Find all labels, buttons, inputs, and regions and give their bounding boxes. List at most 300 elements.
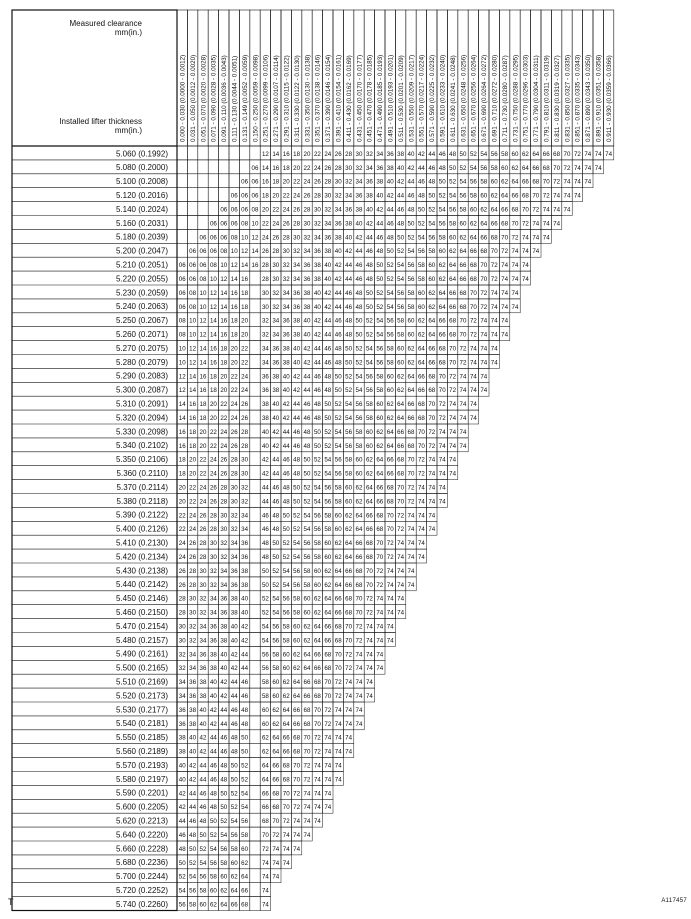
cell-value: 46: [241, 693, 249, 700]
cell-value: 10: [178, 345, 186, 353]
cell-value: 22: [230, 387, 238, 395]
cell-value: 74: [355, 665, 363, 673]
cell-value: 66: [376, 484, 384, 492]
cell-value: 72: [334, 693, 342, 700]
cell-value: 38: [178, 734, 186, 742]
cell-value: 58: [386, 345, 394, 353]
cell-value: 30: [324, 192, 332, 200]
cell-value: 70: [345, 623, 353, 631]
cell-value: 48: [313, 401, 321, 409]
cell-value: 40: [220, 651, 228, 659]
cell-value: 38: [209, 665, 217, 673]
cell-value: 44: [303, 373, 311, 381]
cell-value: 40: [272, 415, 280, 422]
cell-value: 72: [438, 401, 446, 409]
cell-value: 56: [282, 609, 290, 617]
cell-value: 06: [199, 248, 207, 256]
cell-value: 58: [261, 693, 269, 700]
cell-value: 44: [272, 456, 280, 464]
cell-value: 42: [209, 706, 217, 714]
cell-value: 26: [199, 512, 207, 520]
cell-value: 56: [459, 192, 467, 200]
cell-value: 66: [428, 359, 436, 367]
cell-value: 32: [303, 234, 311, 242]
row-label: 5.260 (0.2071): [115, 330, 168, 339]
cell-value: 14: [178, 415, 186, 422]
cell-value: 48: [230, 748, 238, 756]
cell-value: 52: [199, 845, 207, 853]
cell-value: 44: [324, 331, 332, 339]
cell-value: 40: [324, 262, 332, 270]
cell-value: 74: [386, 609, 394, 617]
cell-value: 44: [334, 289, 342, 297]
cell-value: 18: [293, 150, 301, 158]
cell-value: 68: [511, 206, 519, 214]
table-cell: [250, 507, 260, 521]
cell-value: 74: [303, 818, 311, 826]
cell-value: 38: [272, 373, 280, 381]
cell-value: 54: [407, 248, 415, 256]
table-cell: [219, 160, 229, 174]
cell-value: 74: [376, 623, 384, 631]
cell-value: 44: [313, 359, 321, 367]
cell-value: 48: [209, 790, 217, 798]
cell-value: 28: [178, 595, 186, 603]
cell-value: 70: [355, 595, 363, 603]
cell-value: 42: [230, 651, 238, 659]
column-header-label: 0.271 - 0.290 (0.0107 - 0.0114): [273, 55, 281, 142]
row-label: 5.420 (0.2134): [115, 552, 168, 562]
cell-value: 44: [355, 248, 363, 256]
cell-value: 56: [428, 234, 436, 242]
row-label: 5.740 (0.2260): [115, 899, 168, 909]
cell-value: 72: [397, 526, 405, 534]
cell-value: 74: [355, 693, 363, 700]
cell-value: 22: [241, 359, 249, 367]
cell-value: 32: [220, 554, 228, 561]
cell-value: 64: [449, 276, 457, 283]
cell-value: 74: [324, 748, 332, 756]
cell-value: 74: [272, 845, 280, 853]
cell-value: 18: [189, 442, 197, 450]
cell-value: 64: [438, 303, 446, 311]
cell-value: 64: [449, 262, 457, 270]
cell-value: 30: [272, 276, 280, 283]
cell-value: 48: [293, 470, 301, 478]
cell-value: 56: [324, 484, 332, 492]
table-cell: [250, 494, 260, 508]
cell-value: 64: [324, 609, 332, 617]
cell-value: 72: [324, 720, 332, 728]
table-cell: [250, 410, 260, 424]
cell-value: 50: [449, 164, 457, 172]
cell-value: 32: [282, 276, 290, 283]
table-cell: [177, 174, 187, 188]
cell-value: 46: [365, 248, 373, 256]
cell-value: 46: [407, 192, 415, 200]
cell-value: 48: [345, 331, 353, 339]
cell-value: 62: [261, 734, 269, 742]
table-cell: [250, 744, 260, 758]
cell-value: 46: [324, 345, 332, 353]
cell-value: 72: [469, 317, 477, 325]
cell-value: 56: [469, 178, 477, 186]
cell-value: 26: [178, 567, 186, 575]
cell-value: 70: [313, 720, 321, 728]
cell-value: 48: [230, 734, 238, 742]
table-cell: [177, 216, 187, 230]
table-cell: [177, 146, 187, 160]
cell-value: 26: [230, 442, 238, 450]
cell-value: 40: [230, 637, 238, 645]
row-label: 5.400 (0.2126): [115, 524, 168, 534]
cell-value: 66: [449, 303, 457, 311]
cell-value: 74: [449, 470, 457, 478]
cell-value: 74: [563, 206, 571, 214]
cell-value: 74: [334, 762, 342, 770]
cell-value: 74: [282, 832, 290, 839]
cell-value: 44: [386, 206, 394, 214]
cell-value: 62: [272, 720, 280, 728]
cell-value: 62: [438, 262, 446, 270]
cell-value: 14: [261, 164, 269, 172]
cell-value: 40: [313, 289, 321, 297]
cell-value: 74: [355, 679, 363, 687]
cell-value: 72: [480, 289, 488, 297]
cell-value: 54: [459, 178, 467, 186]
cell-value: 72: [303, 776, 311, 784]
row-label: 5.450 (0.2146): [115, 594, 168, 604]
cell-value: 74: [334, 748, 342, 756]
cell-value: 50: [293, 498, 301, 506]
cell-value: 44: [241, 651, 249, 659]
cell-value: 56: [365, 387, 373, 395]
column-header-label: 0.511 - 0.530 (0.0201 - 0.0209): [397, 55, 405, 142]
table-cell: [250, 146, 260, 160]
cell-value: 58: [490, 164, 498, 172]
cell-value: 72: [480, 303, 488, 311]
cell-value: 34: [282, 289, 290, 297]
cell-value: 46: [261, 526, 269, 534]
cell-value: 08: [220, 248, 228, 256]
cell-value: 26: [209, 484, 217, 492]
cell-value: 62: [324, 567, 332, 575]
cell-value: 24: [178, 554, 186, 561]
cell-value: 48: [334, 345, 342, 353]
cell-value: 64: [282, 706, 290, 714]
cell-value: 62: [469, 220, 477, 228]
cell-value: 74: [261, 901, 269, 909]
cell-value: 56: [407, 262, 415, 270]
cell-value: 14: [178, 401, 186, 409]
installed-thickness-label: Installed lifter thickness: [59, 117, 142, 126]
cell-value: 70: [469, 303, 477, 311]
cell-value: 72: [511, 234, 519, 242]
cell-value: 70: [355, 609, 363, 617]
table-cell: [219, 146, 229, 160]
cell-value: 22: [178, 526, 186, 534]
cell-value: 32: [272, 289, 280, 297]
cell-value: 18: [199, 415, 207, 422]
cell-value: 30: [241, 470, 249, 478]
table-cell: [187, 216, 197, 230]
cell-value: 62: [397, 387, 405, 395]
cell-value: 74: [553, 220, 561, 228]
cell-value: 50: [397, 234, 405, 242]
cell-value: 74: [293, 818, 301, 826]
table-cell: [250, 591, 260, 605]
cell-value: 64: [324, 595, 332, 603]
cell-value: 48: [293, 456, 301, 464]
cell-value: 26: [189, 540, 197, 548]
cell-value: 36: [261, 387, 269, 395]
cell-value: 10: [199, 289, 207, 297]
cell-value: 36: [220, 595, 228, 603]
cell-value: 60: [511, 150, 519, 158]
cell-value: 08: [230, 234, 238, 242]
cell-value: 20: [199, 442, 207, 450]
cell-value: 66: [417, 373, 425, 381]
cell-value: 46: [209, 776, 217, 784]
cell-value: 64: [376, 470, 384, 478]
cell-value: 26: [189, 554, 197, 561]
table-cell: [177, 229, 187, 243]
cell-value: 74: [376, 609, 384, 617]
cell-value: 32: [355, 164, 363, 172]
cell-value: 72: [293, 790, 301, 798]
cell-value: 68: [469, 276, 477, 283]
measured-clearance-label: Measured clearance: [69, 19, 142, 28]
cell-value: 44: [282, 428, 290, 436]
cell-value: 74: [542, 206, 550, 214]
cell-value: 60: [355, 470, 363, 478]
cell-value: 32: [365, 150, 373, 158]
cell-value: 56: [293, 581, 301, 589]
cell-value: 26: [261, 248, 269, 256]
cell-value: 32: [199, 595, 207, 603]
cell-value: 32: [241, 498, 249, 506]
cell-value: 72: [355, 623, 363, 631]
cell-value: 42: [397, 178, 405, 186]
cell-value: 52: [189, 859, 197, 867]
cell-value: 56: [178, 901, 186, 909]
cell-value: 66: [282, 734, 290, 742]
cell-value: 58: [324, 512, 332, 520]
cell-value: 58: [334, 498, 342, 506]
cell-value: 32: [230, 526, 238, 534]
row-label: 5.080 (0.2000): [115, 163, 168, 173]
cell-value: 52: [438, 192, 446, 200]
cell-value: 56: [303, 554, 311, 561]
cell-value: 74: [449, 456, 457, 464]
table-cell: [198, 146, 208, 160]
cell-value: 68: [417, 415, 425, 422]
cell-value: 42: [313, 331, 321, 339]
cell-value: 40: [199, 720, 207, 728]
cell-value: 52: [272, 567, 280, 575]
cell-value: 28: [334, 164, 342, 172]
cell-value: 58: [241, 832, 249, 839]
cell-value: 06: [220, 206, 228, 214]
cell-value: 24: [230, 401, 238, 409]
cell-value: 68: [542, 164, 550, 172]
column-header-label: 0.791 - 0.810 (0.0311 - 0.0319): [543, 55, 551, 142]
cell-value: 62: [293, 665, 301, 673]
column-header-label: 0.051 - 0.070 (0.0020 - 0.0028): [200, 54, 208, 142]
cell-value: 12: [178, 387, 186, 395]
cell-value: 08: [241, 220, 249, 228]
cell-value: 48: [178, 845, 186, 853]
cell-value: 40: [261, 442, 269, 450]
column-header-label: 0.531 - 0.550 (0.0209 - 0.0217): [408, 54, 416, 142]
cell-value: 74: [459, 442, 467, 450]
cell-value: 62: [386, 401, 394, 409]
cell-value: 70: [282, 804, 290, 812]
cell-value: 68: [501, 220, 509, 228]
cell-value: 64: [282, 720, 290, 728]
cell-value: 70: [365, 581, 373, 589]
cell-value: 34: [272, 317, 280, 325]
cell-value: 74: [449, 415, 457, 422]
cell-value: 58: [303, 567, 311, 575]
cell-value: 68: [261, 818, 269, 826]
cell-value: 08: [189, 289, 197, 297]
cell-value: 60: [501, 164, 509, 172]
cell-value: 74: [459, 401, 467, 409]
cell-value: 74: [417, 484, 425, 492]
cell-value: 74: [428, 526, 436, 534]
cell-value: 74: [521, 262, 529, 270]
cell-value: 28: [261, 276, 269, 283]
table-cell: [250, 674, 260, 688]
cell-value: 36: [261, 373, 269, 381]
cell-value: 34: [355, 178, 363, 186]
cell-value: 46: [189, 818, 197, 826]
cell-value: 68: [449, 317, 457, 325]
cell-value: 70: [324, 679, 332, 687]
row-label: 5.350 (0.2106): [115, 455, 168, 465]
cell-value: 32: [189, 637, 197, 645]
cell-value: 16: [230, 289, 238, 297]
cell-value: 06: [189, 262, 197, 270]
cell-value: 64: [293, 693, 301, 700]
cell-value: 74: [480, 387, 488, 395]
cell-value: 60: [303, 609, 311, 617]
cell-value: 68: [553, 150, 561, 158]
row-label: 5.340 (0.2102): [115, 441, 168, 451]
cell-value: 74: [490, 303, 498, 311]
cell-value: 38: [303, 289, 311, 297]
cell-value: 06: [220, 220, 228, 228]
cell-value: 52: [282, 540, 290, 548]
cell-value: 74: [480, 317, 488, 325]
cell-value: 58: [459, 206, 467, 214]
column-header-label: 0.371 - 0.390 (0.0146 - 0.0154): [325, 54, 333, 142]
cell-value: 46: [303, 401, 311, 409]
cell-value: 72: [459, 359, 467, 367]
cell-value: 72: [324, 706, 332, 714]
cell-value: 58: [480, 178, 488, 186]
cell-value: 68: [438, 359, 446, 367]
cell-value: 30: [334, 178, 342, 186]
cell-value: 06: [209, 248, 217, 256]
cell-value: 68: [313, 693, 321, 700]
row-label: 5.660 (0.2228): [115, 844, 168, 854]
cell-value: 46: [355, 262, 363, 270]
cell-value: 72: [386, 540, 394, 548]
cell-value: 74: [376, 637, 384, 645]
cell-value: 16: [230, 303, 238, 311]
table-cell: [219, 174, 229, 188]
table-cell: [250, 841, 260, 855]
cell-value: 52: [386, 262, 394, 270]
cell-value: 40: [345, 234, 353, 242]
cell-value: 64: [480, 220, 488, 228]
cell-value: 62: [293, 651, 301, 659]
cell-value: 66: [261, 804, 269, 812]
cell-value: 74: [407, 540, 415, 548]
table-cell: [187, 146, 197, 160]
cell-value: 30: [178, 637, 186, 645]
cell-value: 64: [365, 498, 373, 506]
cell-value: 62: [407, 345, 415, 353]
cell-value: 58: [417, 276, 425, 283]
table-cell: [250, 368, 260, 382]
cell-value: 36: [189, 693, 197, 700]
cell-value: 72: [573, 150, 581, 158]
cell-value: 50: [303, 456, 311, 464]
cell-value: 74: [324, 776, 332, 784]
cell-value: 42: [355, 234, 363, 242]
cell-value: 28: [241, 428, 249, 436]
cell-value: 74: [511, 303, 519, 311]
cell-value: 34: [241, 512, 249, 520]
cell-value: 20: [220, 387, 228, 395]
cell-value: 56: [417, 248, 425, 256]
cell-value: 46: [230, 720, 238, 728]
row-label: 5.330 (0.2098): [115, 427, 168, 437]
cell-value: 38: [261, 401, 269, 409]
cell-value: 58: [272, 651, 280, 659]
row-label: 5.540 (0.2181): [115, 719, 168, 729]
table-cell: [208, 202, 218, 216]
cell-value: 74: [438, 470, 446, 478]
cell-value: 74: [313, 804, 321, 812]
cell-value: 42: [199, 734, 207, 742]
cell-value: 50: [230, 776, 238, 784]
table-cell: [250, 897, 260, 911]
cell-value: 10: [209, 276, 217, 283]
cell-value: 42: [334, 276, 342, 283]
column-header-label: 0.431 - 0.450 (0.0170 - 0.0177): [356, 54, 364, 142]
cell-value: 68: [397, 456, 405, 464]
cell-value: 62: [282, 693, 290, 700]
cell-value: 14: [220, 289, 228, 297]
cell-value: 20: [241, 317, 249, 325]
cell-value: 74: [397, 609, 405, 617]
cell-value: 74: [469, 415, 477, 422]
cell-value: 74: [397, 540, 405, 548]
cell-value: 74: [417, 554, 425, 561]
table-cell: [250, 646, 260, 660]
cell-value: 44: [230, 693, 238, 700]
cell-value: 38: [272, 387, 280, 395]
cell-value: 48: [324, 373, 332, 381]
cell-value: 52: [355, 359, 363, 367]
cell-value: 54: [303, 512, 311, 520]
cell-value: 50: [334, 373, 342, 381]
cell-value: 74: [397, 567, 405, 575]
